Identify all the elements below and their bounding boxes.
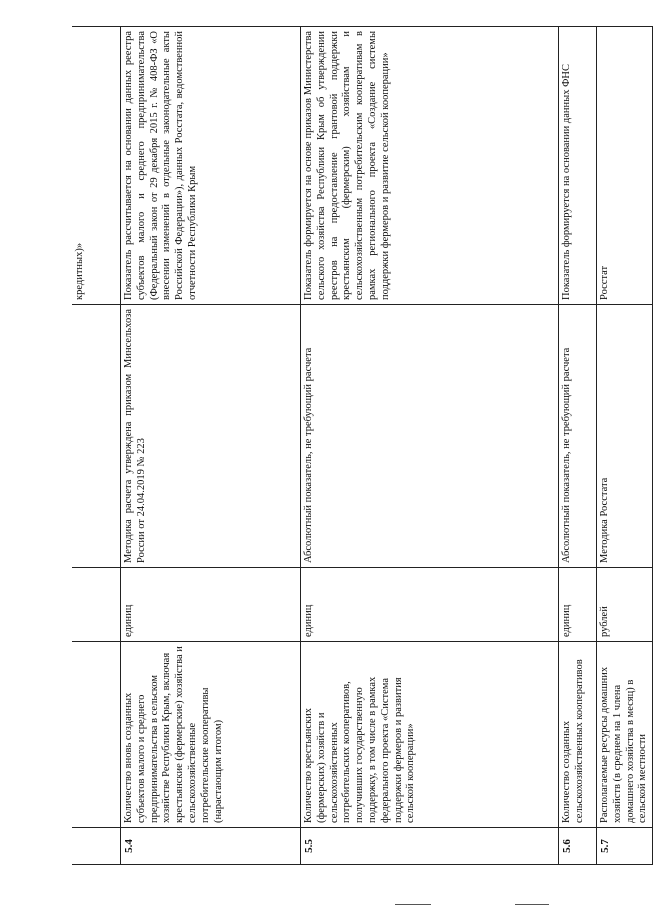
cell-unit: единиц [559,568,597,642]
cell-name: Располагаемые ресурсы домашних хозяйств (в среднем на 1 члена домашнего хозяйства в месяц) в сельской местности [597,642,653,828]
cell-num: 5.5 [301,828,559,865]
cell-method: Методика Росстата [597,305,653,568]
cell-empty [72,568,121,642]
cell-empty [72,828,121,865]
cell-method: Абсолютный показатель, не требующий расчета [559,305,597,568]
cell-num: 5.4 [121,828,301,865]
table-row-continuation [72,27,121,865]
table-row [597,27,653,865]
table-row [559,27,597,865]
table-row [301,27,559,865]
table-row [121,27,301,865]
cell-method: Абсолютный показатель, не требующий расчета [301,305,559,568]
cell-empty [72,305,121,568]
cell-source: Показатель формируется на основе приказов Министерства сельского хозяйства Республики Крым об утверждении реестров на предоставление грантовой поддержки крестьянским (фермерским) хозяйствам и сельскохозяйственным потребительским кооперативам в рамках регионального проекта «Создание системы поддержки фермеров и развитие сельской кооперации» [301,27,559,305]
cell-empty [72,642,121,828]
cell-unit: рублей [597,568,653,642]
cell-source: Показатель формируется на основании данных ФНС [559,27,597,305]
cell-name: Количество крестьянских (фермерских) хозяйств и сельскохозяйственных потребительских кооперативов, получивших государственную поддержку, в том числе в рамках федерального проекта «Система поддержки фермеров и развития сельской кооперации» [301,642,559,828]
cell-name: Количество созданных сельскохозяйственных кооперативов [559,642,597,828]
cell-method: Методика расчета утверждена приказом Минсельхоза России от 24.04.2019 № 223 [121,305,301,568]
cell-name: Количество вновь созданных субъектов малого и среднего предпринимательства в сельском хозяйстве Республики Крым, включая крестьянские (фермерские) хозяйства и сельскохозяйственные потребительские кооперативы (нарастающим итогом) [121,642,301,828]
cell-num: 5.6 [559,828,597,865]
cell-num: 5.7 [597,828,653,865]
cell-source: Росстат [597,27,653,305]
cell-unit: единиц [301,568,559,642]
cell-source: Показатель рассчитывается на основании данных реестра субъектов малого и среднего предпринимательства (Федеральный закон от 29 декабря 2015 г. № 408-ФЗ «О внесении изменений в отдельные законодательные акты Российской Федерации»), данных Росстата, ведомственной отчетности Республики Крым [121,27,301,305]
cell-unit: единиц [121,568,301,642]
cell-source: кредитных)» [72,27,121,305]
indicators-table [72,26,653,865]
